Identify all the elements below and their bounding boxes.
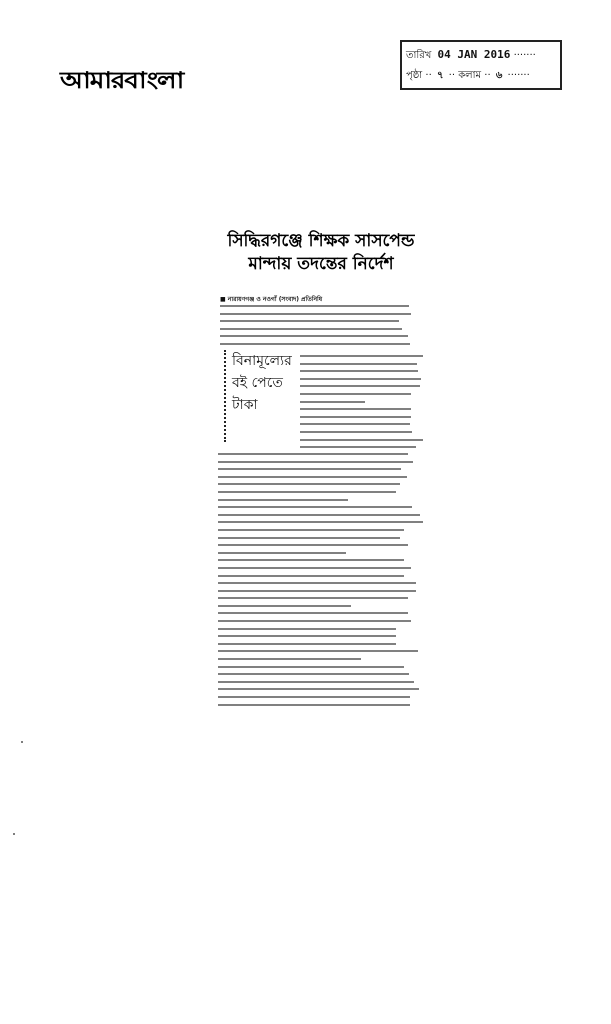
body-text-line xyxy=(218,503,424,511)
body-text-line-ink xyxy=(218,643,396,645)
stamp-column-label: কলাম xyxy=(458,70,482,81)
body-text-line-ink xyxy=(300,385,420,387)
body-text-line xyxy=(300,352,424,360)
body-text-line-ink xyxy=(300,446,416,448)
body-text-line-ink xyxy=(218,461,413,463)
body-text-line-ink xyxy=(220,313,411,315)
body-text-line-ink xyxy=(220,343,410,345)
body-text-line-ink xyxy=(218,688,419,690)
body-text-line-ink xyxy=(218,575,404,577)
body-text-line xyxy=(220,310,424,318)
scan-speck xyxy=(21,741,23,743)
body-text-line xyxy=(218,701,424,709)
body-text-line xyxy=(218,587,424,595)
body-text-line-ink xyxy=(300,401,365,403)
body-text-line-ink xyxy=(218,582,416,584)
body-text-line xyxy=(218,556,424,564)
body-text-line-ink xyxy=(218,704,410,706)
body-text-line-ink xyxy=(300,431,412,433)
body-text-line xyxy=(218,541,424,549)
body-text-line-ink xyxy=(218,590,416,592)
body-text-line xyxy=(218,655,424,663)
scan-speck xyxy=(13,833,15,835)
body-text-line-ink xyxy=(218,537,400,539)
headline-line-2: মান্দায় তদন্তের নির্দেশ xyxy=(248,253,394,274)
headline-line-1: সিদ্ধিরগঞ্জে শিক্ষক সাসপেন্ড xyxy=(227,231,415,251)
body-text-line xyxy=(218,450,424,458)
body-text-line-ink xyxy=(218,620,411,622)
body-text-line xyxy=(218,488,424,496)
stamp-page-dots: ·· xyxy=(425,70,432,81)
body-text-line xyxy=(218,465,424,473)
stamp-column-value: ৬ xyxy=(495,70,503,81)
body-text-line xyxy=(218,609,424,617)
body-text-line xyxy=(218,647,424,655)
body-text-line xyxy=(218,670,424,678)
body-text-line xyxy=(218,458,424,466)
body-text-line xyxy=(300,367,424,375)
body-text-line-ink xyxy=(218,559,404,561)
archive-stamp xyxy=(400,40,562,90)
body-text-line-ink xyxy=(218,552,346,554)
body-text-line xyxy=(300,390,424,398)
stamp-date-label: তারিখ xyxy=(406,50,432,61)
body-text-line xyxy=(218,602,424,610)
body-text-line xyxy=(300,436,424,444)
body-text-line-ink xyxy=(220,305,409,307)
body-text-line-ink xyxy=(300,355,423,357)
body-text-line-ink xyxy=(218,658,361,660)
body-text-line-ink xyxy=(300,408,411,410)
body-text-line-ink xyxy=(218,514,420,516)
body-text-line-ink xyxy=(218,544,408,546)
stamp-date-dots: ······· xyxy=(513,50,536,61)
body-text-line xyxy=(220,332,424,340)
stamp-column-dots-2: ······· xyxy=(507,70,530,81)
body-text-line-ink xyxy=(218,666,404,668)
body-text-line xyxy=(218,496,424,504)
body-text-line-ink xyxy=(300,423,410,425)
body-text-line xyxy=(218,594,424,602)
stamp-date-row xyxy=(406,48,556,65)
body-text-line-ink xyxy=(300,363,417,365)
body-text-line xyxy=(218,526,424,534)
article-headline xyxy=(216,232,426,273)
body-text-line-ink xyxy=(300,378,421,380)
stamp-page-value: ৭ xyxy=(436,70,444,81)
body-text-line-ink xyxy=(300,439,423,441)
article-byline: ■ নারায়ণগঞ্জ ও নওগাঁ (সংবাদ) প্রতিনিধি xyxy=(220,296,323,303)
body-text-line xyxy=(300,360,424,368)
article-body-top xyxy=(220,302,424,348)
body-text-line-ink xyxy=(218,673,409,675)
stamp-page-dots-2: ·· xyxy=(448,70,455,81)
body-text-line-ink xyxy=(300,370,418,372)
body-text-line xyxy=(218,632,424,640)
body-text-line xyxy=(300,428,424,436)
body-text-line xyxy=(220,340,424,348)
body-text-line xyxy=(218,534,424,542)
body-text-line-ink xyxy=(218,529,404,531)
body-text-line xyxy=(218,564,424,572)
body-text-line xyxy=(218,572,424,580)
body-text-line-ink xyxy=(218,628,396,630)
body-text-line xyxy=(218,579,424,587)
body-text-line xyxy=(218,549,424,557)
body-text-line-ink xyxy=(218,499,348,501)
body-text-line xyxy=(220,325,424,333)
newspaper-masthead: আমারবাংলা xyxy=(60,68,184,94)
body-text-line-ink xyxy=(218,453,408,455)
box-line-2: বই পেতে xyxy=(232,375,283,391)
body-text-line-ink xyxy=(218,696,410,698)
body-text-line xyxy=(218,473,424,481)
body-text-line-ink xyxy=(220,335,408,337)
article-body-right-column xyxy=(300,352,424,451)
body-text-line xyxy=(218,617,424,625)
body-text-line xyxy=(218,640,424,648)
body-text-line-ink xyxy=(218,597,408,599)
stamp-page-row xyxy=(406,68,556,85)
body-text-line-ink xyxy=(218,605,351,607)
body-text-line xyxy=(218,663,424,671)
body-text-line-ink xyxy=(218,567,411,569)
body-text-line xyxy=(218,693,424,701)
body-text-line-ink xyxy=(218,650,418,652)
box-line-1: বিনামূল্যের xyxy=(232,353,292,369)
article-body-main xyxy=(218,450,424,708)
body-text-line-ink xyxy=(218,506,412,508)
body-text-line-ink xyxy=(218,476,407,478)
body-text-line xyxy=(300,375,424,383)
body-text-line-ink xyxy=(218,491,396,493)
body-text-line-ink xyxy=(218,521,423,523)
body-text-line xyxy=(218,511,424,519)
body-text-line-ink xyxy=(218,612,408,614)
body-text-line xyxy=(218,678,424,686)
body-text-line xyxy=(300,413,424,421)
body-text-line xyxy=(218,480,424,488)
body-text-line-ink xyxy=(218,681,414,683)
body-text-line-ink xyxy=(220,328,402,330)
body-text-line-ink xyxy=(300,416,411,418)
sidebar-box xyxy=(224,350,294,442)
body-text-line-ink xyxy=(300,393,411,395)
body-text-line xyxy=(300,405,424,413)
body-text-line xyxy=(218,625,424,633)
body-text-line xyxy=(220,317,424,325)
body-text-line xyxy=(218,685,424,693)
body-text-line xyxy=(218,518,424,526)
stamp-page-label: পৃষ্ঠা xyxy=(406,70,423,81)
stamp-date-value: 04 JAN 2016 xyxy=(437,48,511,61)
body-text-line xyxy=(220,302,424,310)
body-text-line-ink xyxy=(218,468,401,470)
body-text-line-ink xyxy=(220,320,399,322)
body-text-line-ink xyxy=(218,635,396,637)
body-text-line xyxy=(300,398,424,406)
body-text-line xyxy=(300,382,424,390)
box-line-3: টাকা xyxy=(232,397,258,413)
body-text-line-ink xyxy=(218,483,400,485)
body-text-line xyxy=(300,420,424,428)
stamp-column-dots: ·· xyxy=(484,70,491,81)
